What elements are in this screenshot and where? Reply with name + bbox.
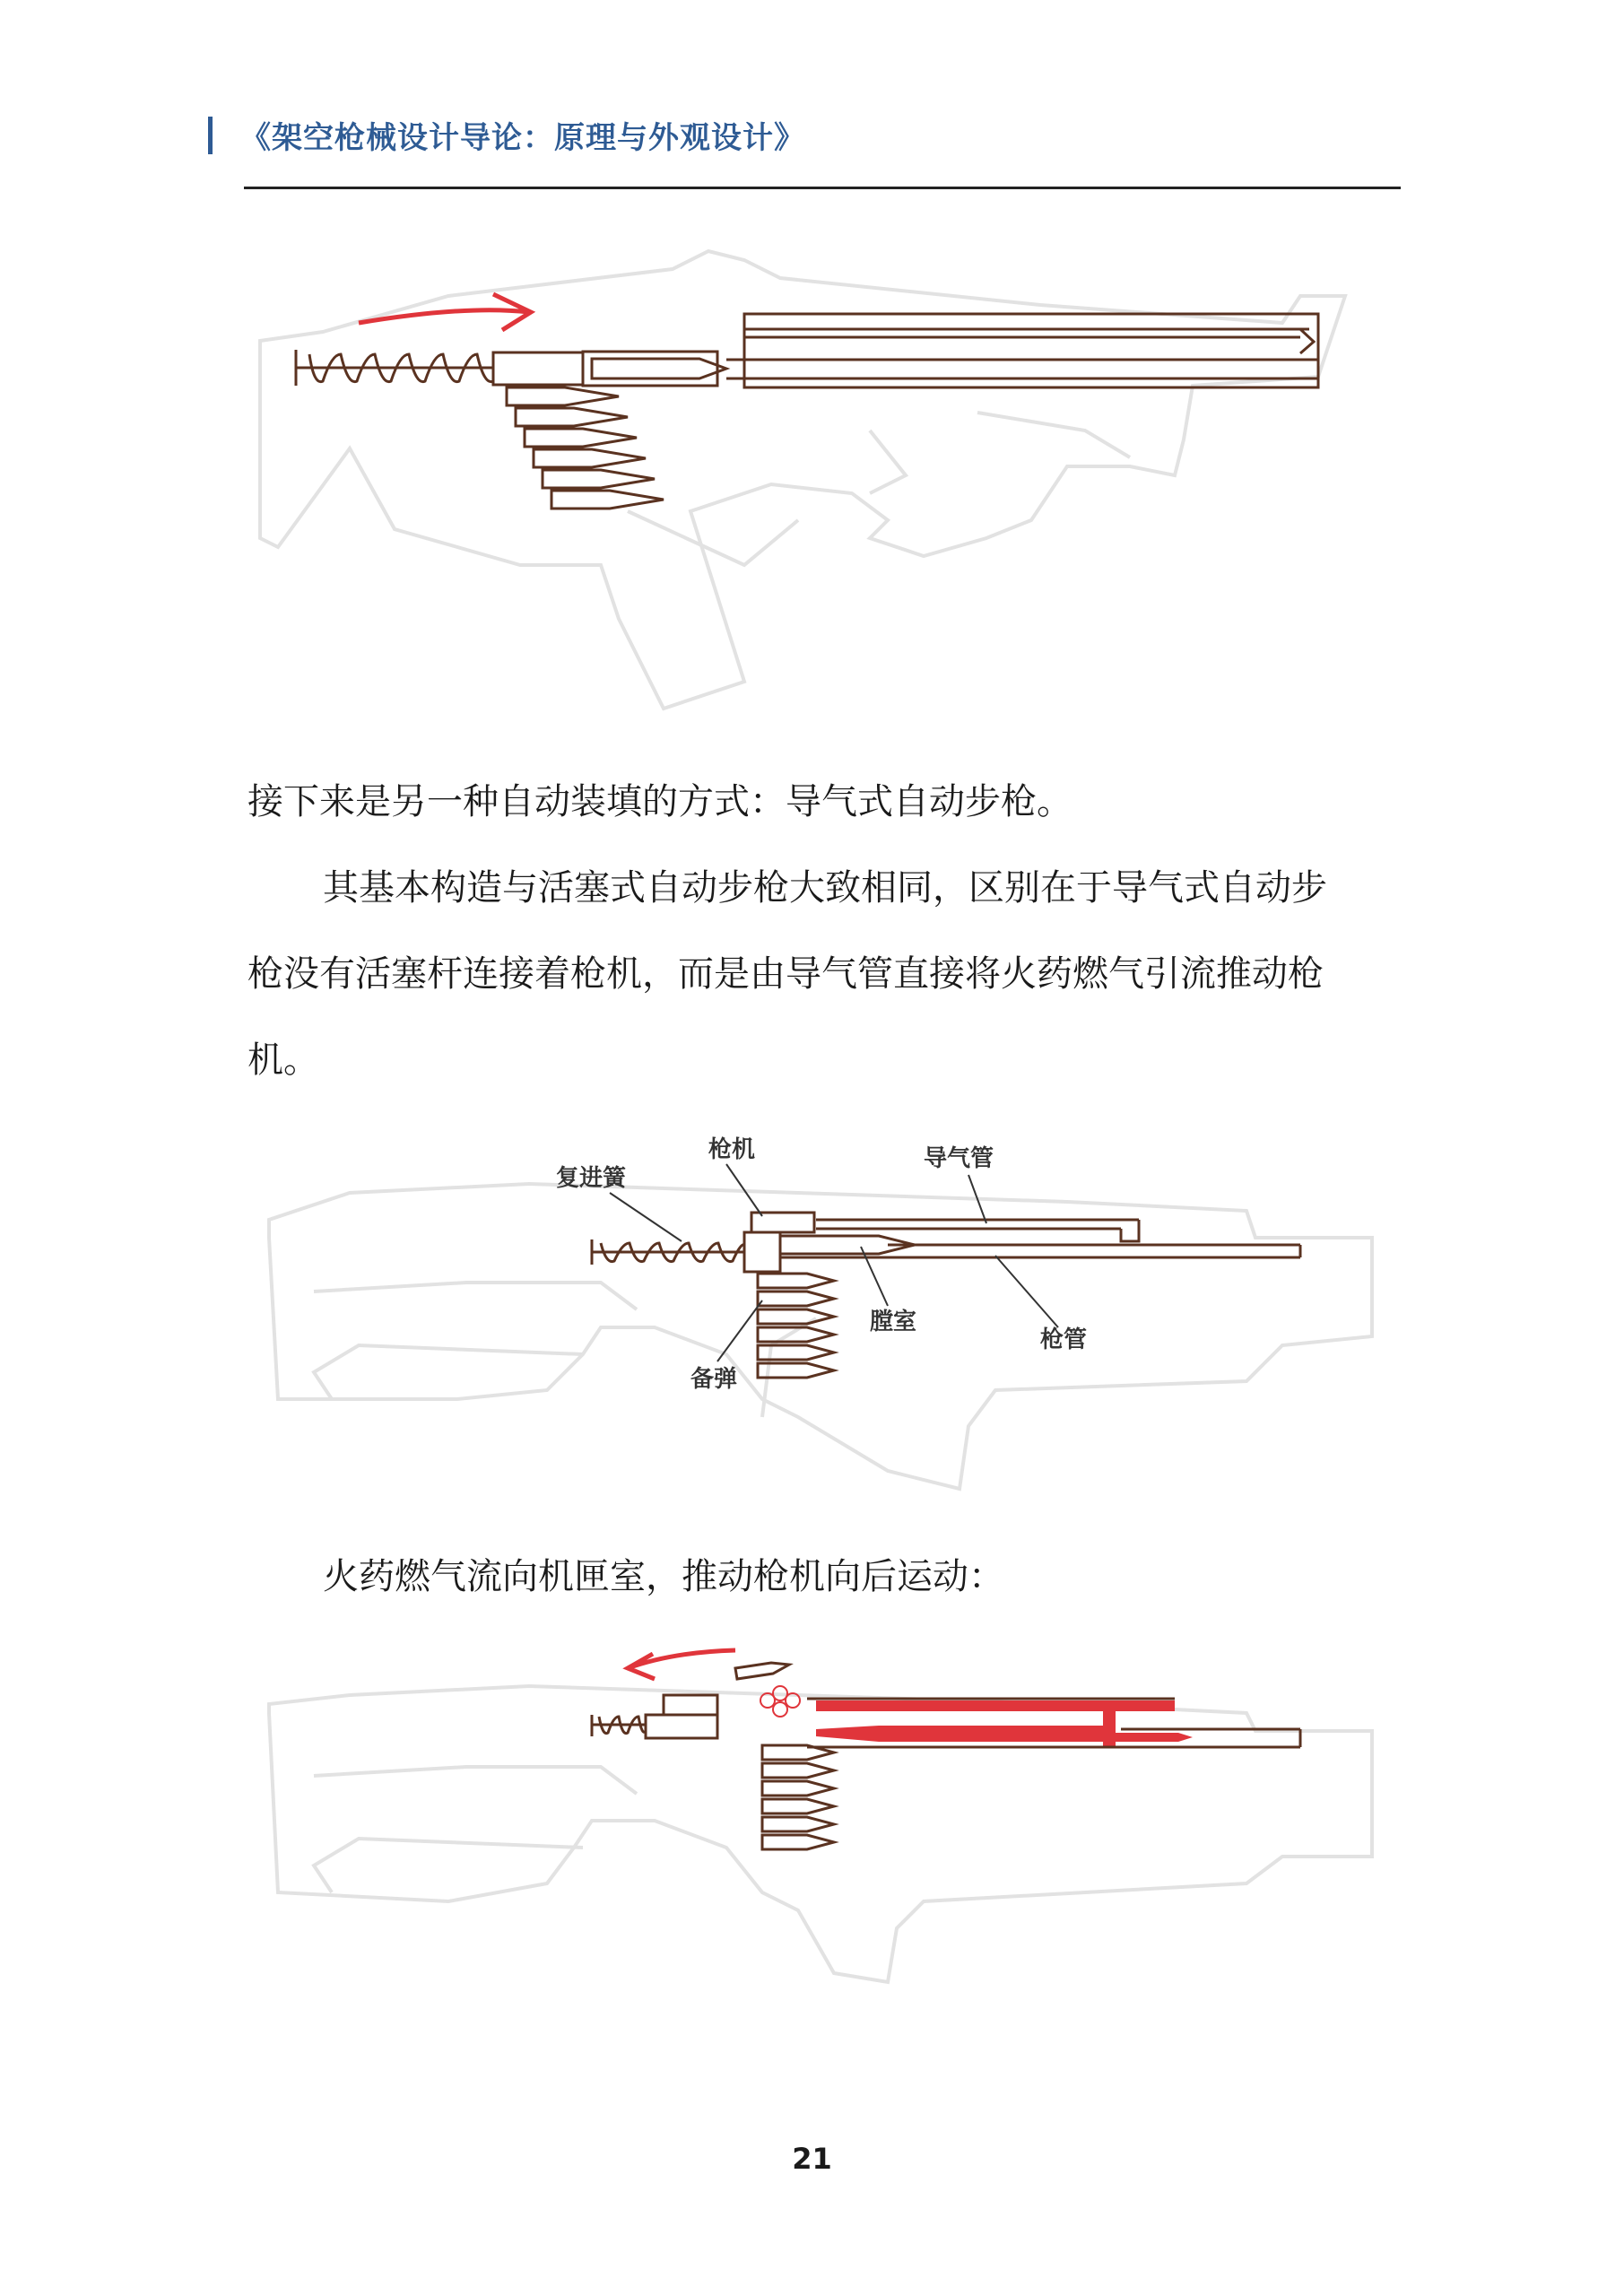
book-title-header: 《架空枪械设计导论：原理与外观设计》 (240, 120, 805, 156)
label-barrel: 枪管 (1040, 1326, 1088, 1353)
gas-channel-red (816, 1700, 1193, 1747)
paragraph-2-line-2: 枪没有活塞杆连接着枪机，而是由导气管直接将火药燃气引流推动枪 (248, 953, 1324, 995)
piston-mechanism (493, 314, 1318, 387)
header-accent-bar (208, 117, 213, 154)
recoil-spring-3 (592, 1715, 646, 1736)
figure-1-svg (242, 242, 1399, 718)
gas-mechanism-3 (646, 1695, 717, 1738)
label-gas-tube: 导气管 (924, 1145, 994, 1172)
spare-rounds-stack-3 (762, 1745, 834, 1849)
paragraph-2-line-1: 其基本构造与活塞式自动步枪大致相同，区别在于导气式自动步 (323, 867, 1327, 909)
label-bolt: 枪机 (708, 1136, 756, 1163)
recoil-spring-2 (592, 1239, 744, 1265)
figure-gas-flow (260, 1632, 1390, 1991)
label-recoil-spring: 复进簧 (556, 1165, 627, 1192)
label-spare-rounds: 备弹 (690, 1366, 738, 1393)
page-number: 21 (792, 2142, 832, 2176)
recoil-spring (296, 350, 493, 386)
gas-puff (760, 1686, 800, 1717)
paragraph-3: 火药燃气流向机匣室，推动枪机向后运动： (323, 1556, 1004, 1597)
figure-3-svg (260, 1632, 1390, 1991)
spare-rounds-stack (507, 387, 664, 509)
rifle-ghost-outline (260, 251, 1345, 709)
paragraph-2-line-3: 机。 (248, 1039, 319, 1081)
figure-2-svg (260, 1130, 1390, 1507)
gas-mechanism (744, 1213, 1300, 1272)
figure-gas-rifle-labeled (260, 1130, 1390, 1507)
motion-arrow-forward (359, 294, 531, 330)
motion-arrow-backward (628, 1650, 735, 1679)
paragraph-1: 接下来是另一种自动装填的方式：导气式自动步枪。 (248, 781, 1073, 822)
spare-rounds-stack-2 (758, 1274, 834, 1378)
header-divider (244, 187, 1401, 189)
figure-piston-rifle (242, 242, 1399, 718)
label-chamber: 膛室 (870, 1309, 917, 1335)
ejected-casing (735, 1663, 789, 1679)
